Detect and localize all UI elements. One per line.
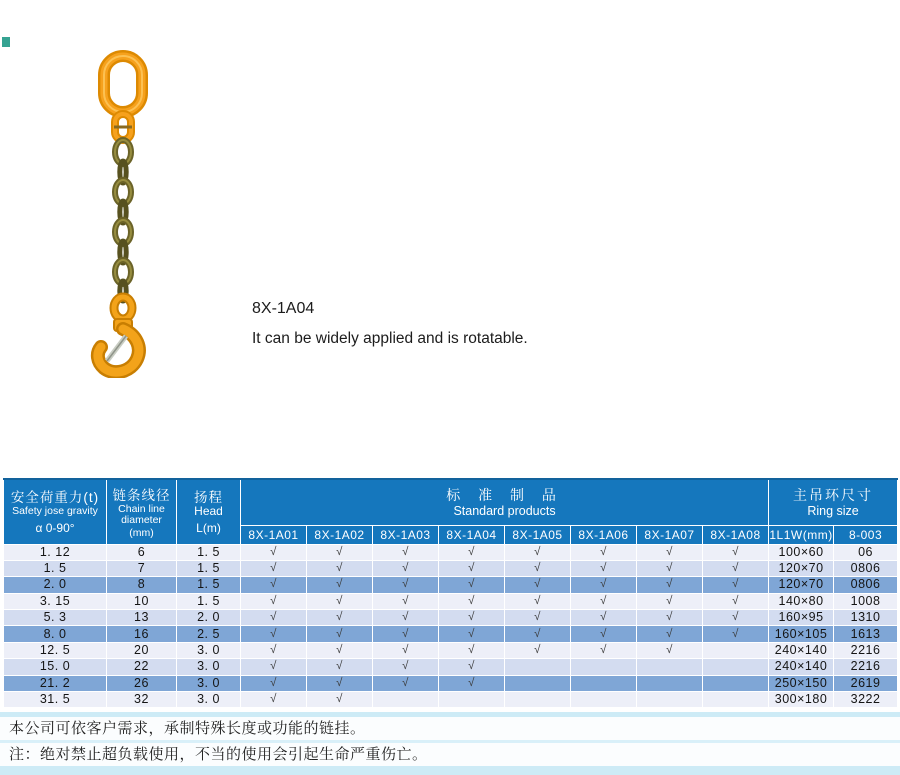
check-cell: √ xyxy=(571,593,637,609)
product-code-header: 8X-1A01 xyxy=(241,525,307,544)
head-en: Head xyxy=(194,504,223,519)
check-cell: √ xyxy=(307,560,373,576)
check-cell: √ xyxy=(241,544,307,560)
check-cell: √ xyxy=(241,610,307,626)
check-cell: √ xyxy=(307,593,373,609)
check-cell: √ xyxy=(373,544,439,560)
load-cell: 12. 5 xyxy=(4,642,107,658)
load-cell: 21. 2 xyxy=(4,675,107,691)
check-cell: √ xyxy=(439,593,505,609)
check-cell xyxy=(703,659,769,675)
check-cell: √ xyxy=(505,593,571,609)
safety-load-en: Safety jose gravity xyxy=(12,505,98,518)
check-cell: √ xyxy=(439,544,505,560)
head-cell: 1. 5 xyxy=(177,544,241,560)
check-cell: √ xyxy=(505,626,571,642)
head-cell: 2. 0 xyxy=(177,610,241,626)
check-cell: √ xyxy=(307,675,373,691)
col-header-chain-diameter xyxy=(107,479,177,544)
check-cell: √ xyxy=(373,593,439,609)
head-cell: 3. 0 xyxy=(177,675,241,691)
ring-code-cell: 2216 xyxy=(834,642,898,658)
diameter-cell: 22 xyxy=(107,659,177,675)
check-cell: √ xyxy=(637,593,703,609)
product-code-header: 8X-1A07 xyxy=(637,525,703,544)
notes-section xyxy=(0,712,900,775)
table-row xyxy=(4,593,898,609)
load-cell: 2. 0 xyxy=(4,577,107,593)
check-cell: √ xyxy=(637,626,703,642)
check-cell xyxy=(571,659,637,675)
chain-diameter-en1: Chain line xyxy=(118,502,165,515)
check-cell: √ xyxy=(373,560,439,576)
check-cell: √ xyxy=(307,659,373,675)
standard-products-en: Standard products xyxy=(453,504,556,519)
diameter-cell: 6 xyxy=(107,544,177,560)
check-cell: √ xyxy=(439,560,505,576)
safety-load-angle: α 0-90° xyxy=(35,521,75,536)
ring-dimensions-header: 1L1W(mm) xyxy=(769,525,834,544)
check-cell xyxy=(637,692,703,708)
diameter-cell: 7 xyxy=(107,560,177,576)
check-cell: √ xyxy=(637,560,703,576)
product-description: It can be widely applied and is rotatable. xyxy=(252,330,528,347)
ring-code-cell: 1613 xyxy=(834,626,898,642)
check-cell: √ xyxy=(373,610,439,626)
ring-size-cell: 140×80 xyxy=(769,593,834,609)
table-row xyxy=(4,659,898,675)
table-body xyxy=(4,544,898,708)
product-code-header: 8X-1A03 xyxy=(373,525,439,544)
check-cell: √ xyxy=(307,692,373,708)
table-row xyxy=(4,560,898,576)
check-cell: √ xyxy=(439,659,505,675)
check-cell: √ xyxy=(505,642,571,658)
check-cell xyxy=(571,675,637,691)
ring-size-cell: 240×140 xyxy=(769,642,834,658)
check-cell xyxy=(505,675,571,691)
note-line-2: 注：绝对禁止超负载使用，不当的使用会引起生命严重伤亡。 xyxy=(0,743,900,766)
load-cell: 1. 5 xyxy=(4,560,107,576)
head-cell: 3. 0 xyxy=(177,642,241,658)
check-cell: √ xyxy=(703,626,769,642)
ring-code-cell: 1310 xyxy=(834,610,898,626)
product-code-header: 8X-1A04 xyxy=(439,525,505,544)
ring-code-cell: 0806 xyxy=(834,577,898,593)
ring-code-cell: 2216 xyxy=(834,659,898,675)
note-line-1: 本公司可依客户需求，承制特殊长度或功能的链挂。 xyxy=(0,717,900,740)
check-cell xyxy=(703,692,769,708)
product-code: 8X-1A04 xyxy=(252,300,315,317)
master-link-icon xyxy=(104,56,142,112)
product-code-header: 8X-1A02 xyxy=(307,525,373,544)
table-row xyxy=(4,692,898,708)
diameter-cell: 26 xyxy=(107,675,177,691)
check-cell xyxy=(637,675,703,691)
ring-size-cell: 300×180 xyxy=(769,692,834,708)
ring-code-cell: 06 xyxy=(834,544,898,560)
check-cell: √ xyxy=(703,544,769,560)
head-zh: 扬程 xyxy=(194,490,223,506)
check-cell: √ xyxy=(241,692,307,708)
product-code-header: 8X-1A08 xyxy=(703,525,769,544)
ring-code-cell: 2619 xyxy=(834,675,898,691)
check-cell: √ xyxy=(505,610,571,626)
safety-load-zh: 安全荷重力(t) xyxy=(10,490,100,506)
chain-sling-illustration xyxy=(58,36,208,378)
load-cell: 31. 5 xyxy=(4,692,107,708)
diameter-cell: 16 xyxy=(107,626,177,642)
diameter-cell: 32 xyxy=(107,692,177,708)
check-cell: √ xyxy=(373,577,439,593)
ring-code-cell: 0806 xyxy=(834,560,898,576)
check-cell: √ xyxy=(241,675,307,691)
check-cell: √ xyxy=(637,642,703,658)
ring-code-cell: 1008 xyxy=(834,593,898,609)
ring-size-cell: 250×150 xyxy=(769,675,834,691)
check-cell: √ xyxy=(703,610,769,626)
diameter-cell: 10 xyxy=(107,593,177,609)
col-header-head xyxy=(177,479,241,544)
swivel-hook-icon xyxy=(98,297,139,372)
check-cell: √ xyxy=(505,544,571,560)
check-cell xyxy=(571,692,637,708)
connector-link-icon xyxy=(114,114,132,140)
diameter-cell: 20 xyxy=(107,642,177,658)
check-cell: √ xyxy=(241,560,307,576)
check-cell: √ xyxy=(505,560,571,576)
check-cell: √ xyxy=(307,626,373,642)
group-header-standard-products xyxy=(241,479,769,525)
chain-icon xyxy=(115,140,131,301)
check-cell xyxy=(373,692,439,708)
check-cell: √ xyxy=(703,593,769,609)
check-cell: √ xyxy=(241,659,307,675)
check-cell: √ xyxy=(373,659,439,675)
check-cell: √ xyxy=(241,593,307,609)
check-cell: √ xyxy=(373,642,439,658)
head-cell: 2. 5 xyxy=(177,626,241,642)
product-code-header: 8X-1A06 xyxy=(571,525,637,544)
check-cell xyxy=(703,642,769,658)
ring-size-en: Ring size xyxy=(807,504,859,519)
ring-size-cell: 160×95 xyxy=(769,610,834,626)
table-row xyxy=(4,642,898,658)
head-cell: 1. 5 xyxy=(177,577,241,593)
check-cell: √ xyxy=(307,577,373,593)
check-cell: √ xyxy=(307,610,373,626)
check-cell: √ xyxy=(571,610,637,626)
check-cell xyxy=(703,675,769,691)
load-cell: 3. 15 xyxy=(4,593,107,609)
chain-diameter-unit: (mm) xyxy=(129,526,154,539)
ring-code-header: 8-003 xyxy=(834,525,898,544)
spec-table xyxy=(3,478,898,708)
check-cell: √ xyxy=(241,642,307,658)
check-cell: √ xyxy=(307,642,373,658)
check-cell: √ xyxy=(637,577,703,593)
check-cell xyxy=(505,692,571,708)
check-cell: √ xyxy=(373,626,439,642)
ring-size-zh: 主吊环尺寸 xyxy=(793,487,874,504)
check-cell: √ xyxy=(439,642,505,658)
load-cell: 5. 3 xyxy=(4,610,107,626)
check-cell: √ xyxy=(439,675,505,691)
head-cell: 1. 5 xyxy=(177,560,241,576)
check-cell xyxy=(505,659,571,675)
head-cell: 3. 0 xyxy=(177,692,241,708)
table-row xyxy=(4,577,898,593)
ring-size-cell: 120×70 xyxy=(769,577,834,593)
check-cell: √ xyxy=(703,560,769,576)
ring-size-cell: 120×70 xyxy=(769,560,834,576)
load-cell: 15. 0 xyxy=(4,659,107,675)
load-cell: 1. 12 xyxy=(4,544,107,560)
check-cell: √ xyxy=(241,577,307,593)
head-cell: 3. 0 xyxy=(177,659,241,675)
product-code-header: 8X-1A05 xyxy=(505,525,571,544)
ring-size-cell: 100×60 xyxy=(769,544,834,560)
check-cell: √ xyxy=(571,577,637,593)
col-header-safety-load xyxy=(4,479,107,544)
spec-table-header xyxy=(4,479,898,544)
check-cell: √ xyxy=(505,577,571,593)
standard-products-zh: 标 准 制 品 xyxy=(446,487,563,504)
diameter-cell: 8 xyxy=(107,577,177,593)
table-row xyxy=(4,610,898,626)
check-cell: √ xyxy=(571,626,637,642)
check-cell: √ xyxy=(439,626,505,642)
check-cell: √ xyxy=(439,610,505,626)
check-cell: √ xyxy=(439,577,505,593)
table-row xyxy=(4,626,898,642)
head-cell: 1. 5 xyxy=(177,593,241,609)
corner-marker xyxy=(2,37,10,47)
check-cell: √ xyxy=(637,544,703,560)
chain-diameter-zh: 链条线径 xyxy=(112,487,171,503)
check-cell xyxy=(439,692,505,708)
chain-diameter-en2: diameter xyxy=(121,513,162,526)
diameter-cell: 13 xyxy=(107,610,177,626)
check-cell: √ xyxy=(571,544,637,560)
check-cell: √ xyxy=(241,626,307,642)
table-row xyxy=(4,675,898,691)
check-cell: √ xyxy=(571,560,637,576)
table-row xyxy=(4,544,898,560)
ring-size-cell: 160×105 xyxy=(769,626,834,642)
ring-code-cell: 3222 xyxy=(834,692,898,708)
check-cell: √ xyxy=(637,610,703,626)
check-cell xyxy=(637,659,703,675)
ring-size-cell: 240×140 xyxy=(769,659,834,675)
check-cell: √ xyxy=(307,544,373,560)
head-unit: L(m) xyxy=(196,521,221,536)
check-cell: √ xyxy=(703,577,769,593)
check-cell: √ xyxy=(571,642,637,658)
check-cell: √ xyxy=(373,675,439,691)
group-header-ring-size xyxy=(769,479,898,525)
load-cell: 8. 0 xyxy=(4,626,107,642)
